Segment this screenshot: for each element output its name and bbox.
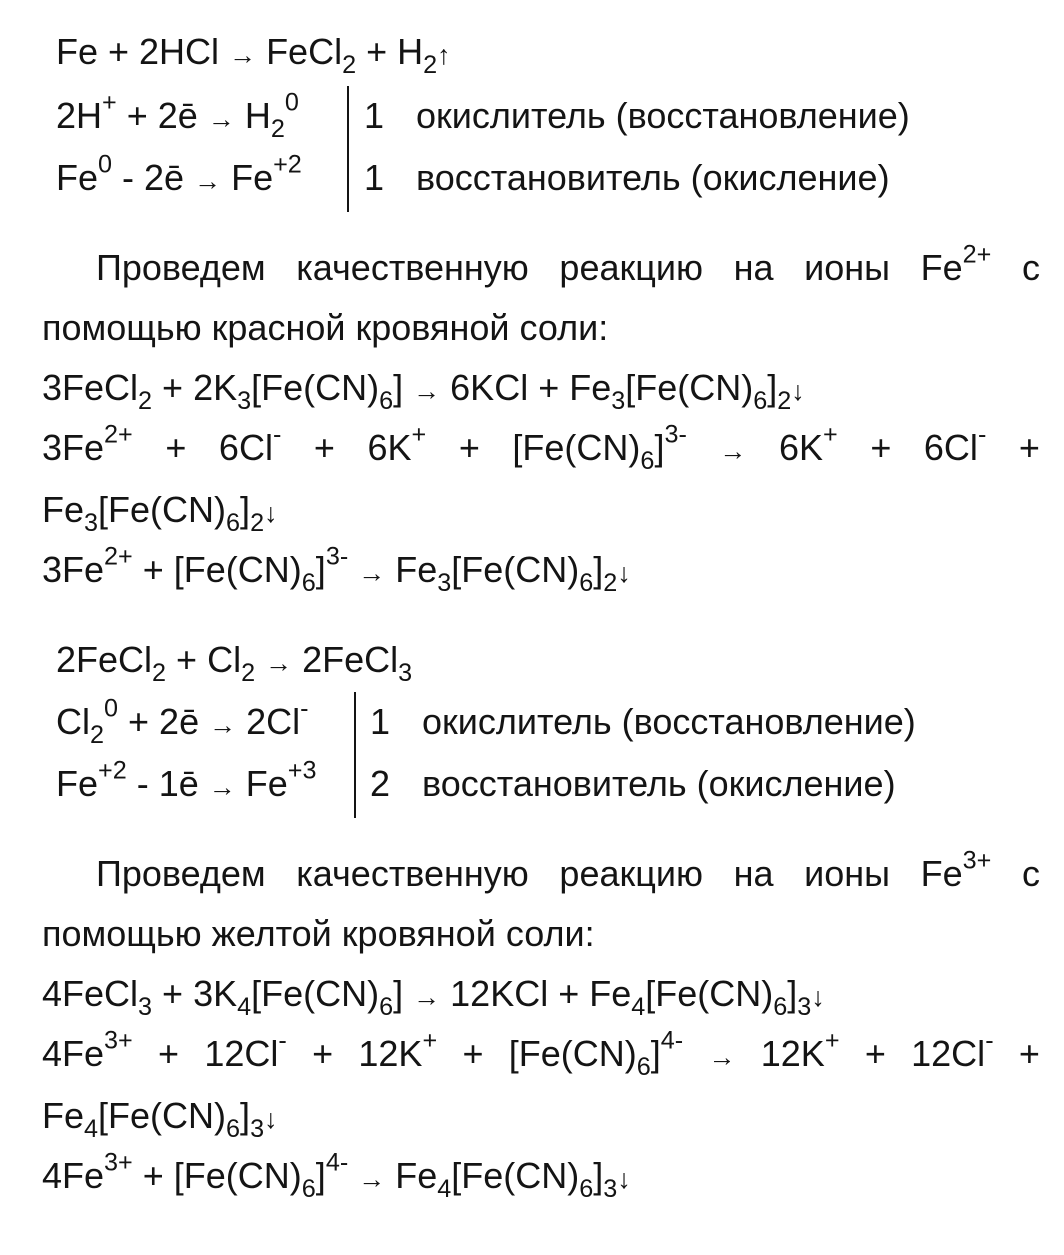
text: 2FeCl <box>292 639 399 680</box>
word: Проведем <box>96 853 266 894</box>
text: + Cl <box>166 639 242 680</box>
superscript: 3+ <box>104 1148 133 1177</box>
text: 2H <box>56 95 103 136</box>
text: + H <box>356 31 424 72</box>
superscript: +3 <box>287 756 317 785</box>
text: 6K <box>367 427 412 468</box>
text: 12Cl <box>204 1033 279 1074</box>
arrow-icon: → <box>207 104 235 134</box>
superscript: - <box>977 420 987 449</box>
word: с <box>1021 247 1040 288</box>
text: + 3K <box>152 973 238 1014</box>
half-reaction-oxidation <box>56 150 302 205</box>
subscript: 6 <box>379 992 394 1021</box>
superscript: + <box>823 420 838 449</box>
subscript: 3 <box>437 568 452 597</box>
operator: + <box>158 1033 180 1074</box>
subscript: 3 <box>84 508 99 537</box>
coefficient: 1 <box>364 157 385 198</box>
subscript: 4 <box>437 1174 452 1203</box>
subscript: 6 <box>579 568 594 597</box>
arrow-icon: → <box>413 982 441 1012</box>
arrow-icon: → <box>209 710 237 740</box>
arrow-icon: → <box>229 40 257 70</box>
text: 6Cl <box>218 427 273 468</box>
subscript: 6 <box>640 446 655 475</box>
text: ] <box>240 1095 251 1136</box>
arrow-icon: → <box>194 166 222 196</box>
text: [Fe(CN) <box>451 1155 580 1196</box>
word: ионы <box>804 853 890 894</box>
subscript: 2 <box>138 386 153 415</box>
superscript: 2+ <box>962 240 992 269</box>
equation-full-ionic-cont <box>42 1092 278 1143</box>
balance-divider <box>354 692 356 818</box>
text: 4Fe <box>42 1155 105 1196</box>
text: ] <box>787 973 798 1014</box>
subscript: 4 <box>631 992 646 1021</box>
subscript: 4 <box>84 1114 99 1143</box>
subscript: 6 <box>301 1174 316 1203</box>
text: ] <box>393 367 414 408</box>
text: [Fe(CN) <box>645 973 774 1014</box>
paragraph-line <box>96 240 1040 292</box>
equation-full-ionic <box>42 420 1040 475</box>
arrow-icon: → <box>358 1164 386 1194</box>
gas-arrow-icon: ↑ <box>437 40 451 70</box>
paragraph-line: помощью желтой кровяной соли: <box>42 913 595 954</box>
text: 3Fe <box>42 549 105 590</box>
term <box>42 420 133 468</box>
operator: + <box>864 1033 886 1074</box>
text: ] <box>393 973 414 1014</box>
subscript: 6 <box>753 386 768 415</box>
text: [Fe(CN) <box>251 973 380 1014</box>
text: [Fe(CN) <box>508 1033 637 1074</box>
text: 2FeCl <box>56 639 153 680</box>
text: [Fe(CN) <box>98 489 227 530</box>
coefficient: 2 <box>370 763 391 804</box>
half-reaction-oxidation <box>56 756 317 811</box>
precipitate-arrow-icon: ↓ <box>791 376 805 406</box>
subscript: 2 <box>777 386 792 415</box>
word: реакцию <box>559 247 703 288</box>
text: ] <box>654 427 665 468</box>
subscript: 3 <box>603 1174 618 1203</box>
superscript: +2 <box>98 756 127 785</box>
superscript: + <box>102 88 117 117</box>
text: Fe <box>385 549 438 590</box>
text: + 2ē <box>118 701 210 742</box>
paragraph-line <box>96 846 1040 898</box>
text: 6Cl <box>923 427 978 468</box>
operator: + <box>462 1033 484 1074</box>
equation-full-ionic <box>42 1026 1040 1081</box>
precipitate-arrow-icon: ↓ <box>617 558 631 588</box>
text: Fe <box>42 1095 85 1136</box>
subscript: 6 <box>579 1174 594 1203</box>
arrow-icon: → <box>708 1042 736 1072</box>
text: 12K <box>358 1033 423 1074</box>
precipitate-arrow-icon: ↓ <box>617 1164 631 1194</box>
superscript: + <box>824 1026 840 1055</box>
text: - 2ē <box>112 157 195 198</box>
text <box>348 549 358 590</box>
precipitate-arrow-icon: ↓ <box>264 498 278 528</box>
equation-short-ionic <box>42 542 631 597</box>
role-oxidizer: окислитель (восстановление) <box>422 701 916 742</box>
subscript: 6 <box>226 1114 241 1143</box>
word: с <box>1021 853 1040 894</box>
text: Fe <box>56 157 99 198</box>
subscript: 3 <box>611 386 626 415</box>
term <box>508 1026 684 1081</box>
subscript: 2 <box>603 568 618 597</box>
text: [Fe(CN) <box>451 549 580 590</box>
subscript: 4 <box>237 992 252 1021</box>
text: Fe + 2HCl <box>56 31 230 72</box>
superscript: 3- <box>325 542 349 571</box>
superscript: - <box>278 1026 287 1055</box>
text: Fe <box>385 1155 438 1196</box>
superscript: 3+ <box>962 846 992 875</box>
text: 6K <box>778 427 824 468</box>
ion-formula <box>920 240 992 288</box>
superscript: 0 <box>98 150 113 179</box>
text: Fe <box>56 763 99 804</box>
text: + [Fe(CN) <box>132 549 302 590</box>
subscript: 6 <box>636 1052 651 1081</box>
superscript: 0 <box>104 694 119 723</box>
term <box>778 420 838 468</box>
role-reducer: восстановитель (окисление) <box>422 763 896 804</box>
operator: + <box>1018 1033 1040 1074</box>
operator: + <box>312 1033 334 1074</box>
operator: + <box>1018 427 1040 468</box>
text: FeCl <box>256 31 343 72</box>
superscript: + <box>422 1026 438 1055</box>
text: 12KCl + Fe <box>440 973 632 1014</box>
paragraph-line: помощью красной кровяной соли: <box>42 307 609 348</box>
superscript: +2 <box>273 150 302 179</box>
word: качественную <box>296 247 529 288</box>
text: Cl <box>56 701 90 742</box>
text: + 2ē <box>116 95 208 136</box>
coefficient: 1 <box>364 95 385 136</box>
text: ] <box>593 549 604 590</box>
balance-divider <box>347 86 349 212</box>
subscript: 3 <box>138 992 153 1021</box>
text: 12K <box>760 1033 825 1074</box>
superscript: 3+ <box>104 1026 133 1055</box>
role-oxidizer: окислитель (восстановление) <box>416 95 910 136</box>
subscript: 2 <box>90 720 105 749</box>
half-reaction-reduction <box>56 694 309 749</box>
text: ] <box>315 1155 326 1196</box>
text: Fe <box>42 489 85 530</box>
superscript: 4- <box>660 1026 684 1055</box>
superscript: 4- <box>325 1148 349 1177</box>
arrow-icon: → <box>265 648 293 678</box>
text: 4Fe <box>42 1033 105 1074</box>
equation-fe-hcl <box>56 28 451 79</box>
text: [Fe(CN) <box>98 1095 227 1136</box>
term <box>923 420 987 468</box>
coefficient: 1 <box>370 701 391 742</box>
equation-molecular <box>42 364 805 415</box>
superscript: 2+ <box>104 420 133 449</box>
subscript: 6 <box>773 992 788 1021</box>
text: 3Fe <box>42 427 105 468</box>
text: [Fe(CN) <box>512 427 641 468</box>
subscript: 6 <box>301 568 316 597</box>
subscript: 3 <box>250 1114 265 1143</box>
superscript: - <box>985 1026 994 1055</box>
equation-fecl2-cl2 <box>56 636 412 687</box>
subscript: 2 <box>250 508 265 537</box>
operator: + <box>313 427 335 468</box>
term <box>204 1026 287 1074</box>
text: Fe <box>920 247 963 288</box>
term <box>358 1026 438 1074</box>
word: на <box>733 853 774 894</box>
text: Fe <box>920 853 963 894</box>
text: ] <box>650 1033 661 1074</box>
equation-full-ionic-cont <box>42 486 278 537</box>
superscript: 0 <box>284 88 299 117</box>
text: ] <box>767 367 778 408</box>
term <box>911 1026 994 1074</box>
word: ионы <box>804 247 890 288</box>
term <box>218 420 282 468</box>
text: Fe <box>235 763 288 804</box>
text: [Fe(CN) <box>625 367 754 408</box>
arrow-icon: → <box>208 772 236 802</box>
superscript: 2+ <box>104 542 133 571</box>
text: ] <box>240 489 251 530</box>
arrow-icon: → <box>413 376 441 406</box>
operator: + <box>458 427 480 468</box>
subscript: 2 <box>342 50 357 79</box>
subscript: 3 <box>237 386 252 415</box>
half-reaction-reduction <box>56 88 299 143</box>
superscript: 3- <box>664 420 687 449</box>
text: H <box>234 95 271 136</box>
text: ] <box>315 549 326 590</box>
text: 3FeCl <box>42 367 139 408</box>
text <box>255 639 265 680</box>
precipitate-arrow-icon: ↓ <box>811 982 825 1012</box>
text: Fe <box>221 157 274 198</box>
operator: + <box>870 427 892 468</box>
arrow-icon: → <box>358 558 386 588</box>
subscript: 3 <box>398 658 413 687</box>
subscript: 3 <box>797 992 812 1021</box>
subscript: 2 <box>423 50 438 79</box>
precipitate-arrow-icon: ↓ <box>264 1104 278 1134</box>
term <box>512 420 687 475</box>
subscript: 2 <box>152 658 167 687</box>
equation-short-ionic <box>42 1148 631 1203</box>
text: ] <box>593 1155 604 1196</box>
subscript: 6 <box>226 508 241 537</box>
role-reducer: восстановитель (окисление) <box>416 157 890 198</box>
term <box>42 1026 133 1074</box>
superscript: - <box>300 694 309 723</box>
word: реакцию <box>559 853 703 894</box>
term <box>367 420 427 468</box>
superscript: - <box>272 420 282 449</box>
text: - 1ē <box>126 763 209 804</box>
superscript: + <box>411 420 427 449</box>
arrow-icon: → <box>719 436 747 466</box>
text: [Fe(CN) <box>251 367 380 408</box>
subscript: 2 <box>241 658 256 687</box>
text <box>348 1155 358 1196</box>
equation-molecular <box>42 970 825 1021</box>
word: качественную <box>296 853 529 894</box>
word: на <box>733 247 774 288</box>
term <box>760 1026 840 1074</box>
ion-formula <box>920 846 992 894</box>
subscript: 2 <box>270 114 285 143</box>
text: + [Fe(CN) <box>132 1155 302 1196</box>
text: 2Cl <box>236 701 301 742</box>
text: 6KCl + Fe <box>440 367 612 408</box>
word: Проведем <box>96 247 266 288</box>
text: 4FeCl <box>42 973 139 1014</box>
operator: + <box>165 427 187 468</box>
text: + 2K <box>152 367 238 408</box>
subscript: 6 <box>379 386 394 415</box>
text: 12Cl <box>911 1033 986 1074</box>
